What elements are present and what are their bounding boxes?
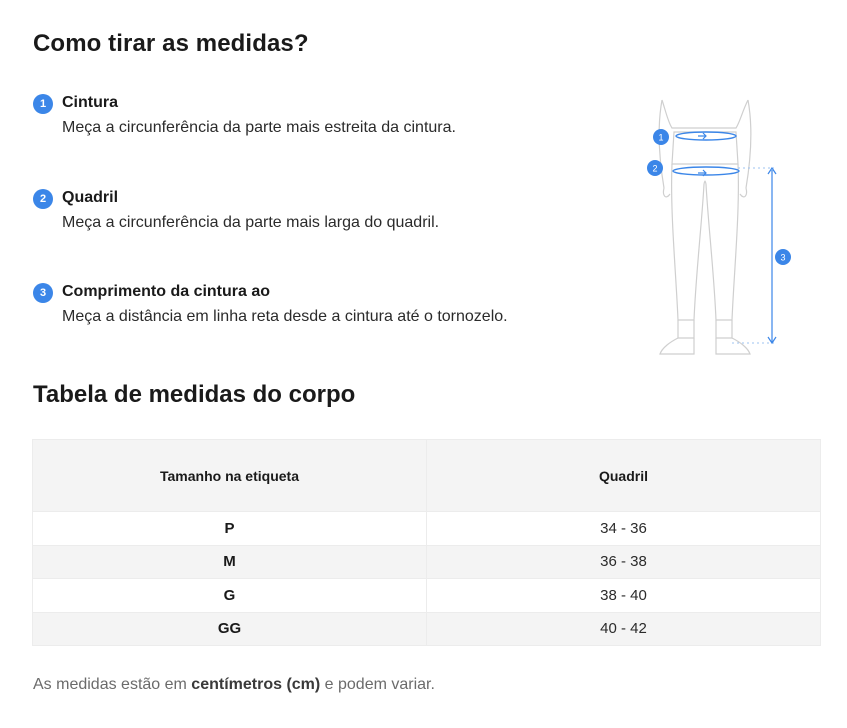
hip-measure-line xyxy=(673,167,739,176)
table-row xyxy=(33,579,821,613)
column-header-size: Tamanho na etiqueta xyxy=(33,440,427,512)
marker-3-icon xyxy=(775,249,791,265)
cell-size: M xyxy=(33,545,427,579)
step-number-badge: 3 xyxy=(33,283,53,303)
table-row xyxy=(33,512,821,546)
footnote-text-after: e podem variar. xyxy=(320,676,435,693)
marker-1-icon xyxy=(653,129,669,145)
cell-hip: 36 - 38 xyxy=(427,545,821,579)
step-length xyxy=(33,281,613,376)
units-footnote xyxy=(33,676,435,694)
svg-text:2: 2 xyxy=(652,163,658,174)
step-description: Meça a circunferência da parte mais estreita da cintura. xyxy=(62,119,456,136)
step-title: Cintura xyxy=(62,94,118,111)
marker-2-icon xyxy=(647,160,663,176)
waist-measure-line xyxy=(676,132,736,140)
footnote-unit: centímetros (cm) xyxy=(191,676,321,693)
pants-measurement-illustration xyxy=(640,92,800,362)
size-table xyxy=(32,439,821,646)
step-title: Comprimento da cintura ao xyxy=(62,283,271,300)
svg-text:3: 3 xyxy=(780,252,786,263)
column-header-hip: Quadril xyxy=(427,440,821,512)
step-waist xyxy=(33,92,613,187)
svg-text:1: 1 xyxy=(658,132,664,143)
cell-size: G xyxy=(33,579,427,613)
cell-hip: 34 - 36 xyxy=(427,512,821,546)
table-title: Tabela de medidas do corpo xyxy=(33,381,356,408)
legs-outline xyxy=(659,100,751,354)
page-title: Como tirar as medidas? xyxy=(33,30,309,57)
measurement-steps xyxy=(33,92,613,376)
step-description: Meça a circunferência da parte mais larga do quadril. xyxy=(62,213,440,231)
table-header-row xyxy=(33,440,821,512)
cell-size: P xyxy=(33,512,427,546)
step-title: Quadril xyxy=(62,188,119,206)
cell-hip: 40 - 42 xyxy=(427,612,821,646)
cell-size: GG xyxy=(33,612,427,646)
cell-hip: 38 - 40 xyxy=(427,579,821,613)
table-row xyxy=(33,545,821,579)
table-row xyxy=(33,612,821,646)
step-number-badge: 1 xyxy=(33,94,53,114)
step-number-badge: 2 xyxy=(33,189,53,209)
step-description: Meça a distância em linha reta desde a cintura até o tornozelo. xyxy=(62,308,508,325)
footnote-text-before: As medidas estão em xyxy=(33,676,192,693)
step-hip xyxy=(33,187,613,282)
